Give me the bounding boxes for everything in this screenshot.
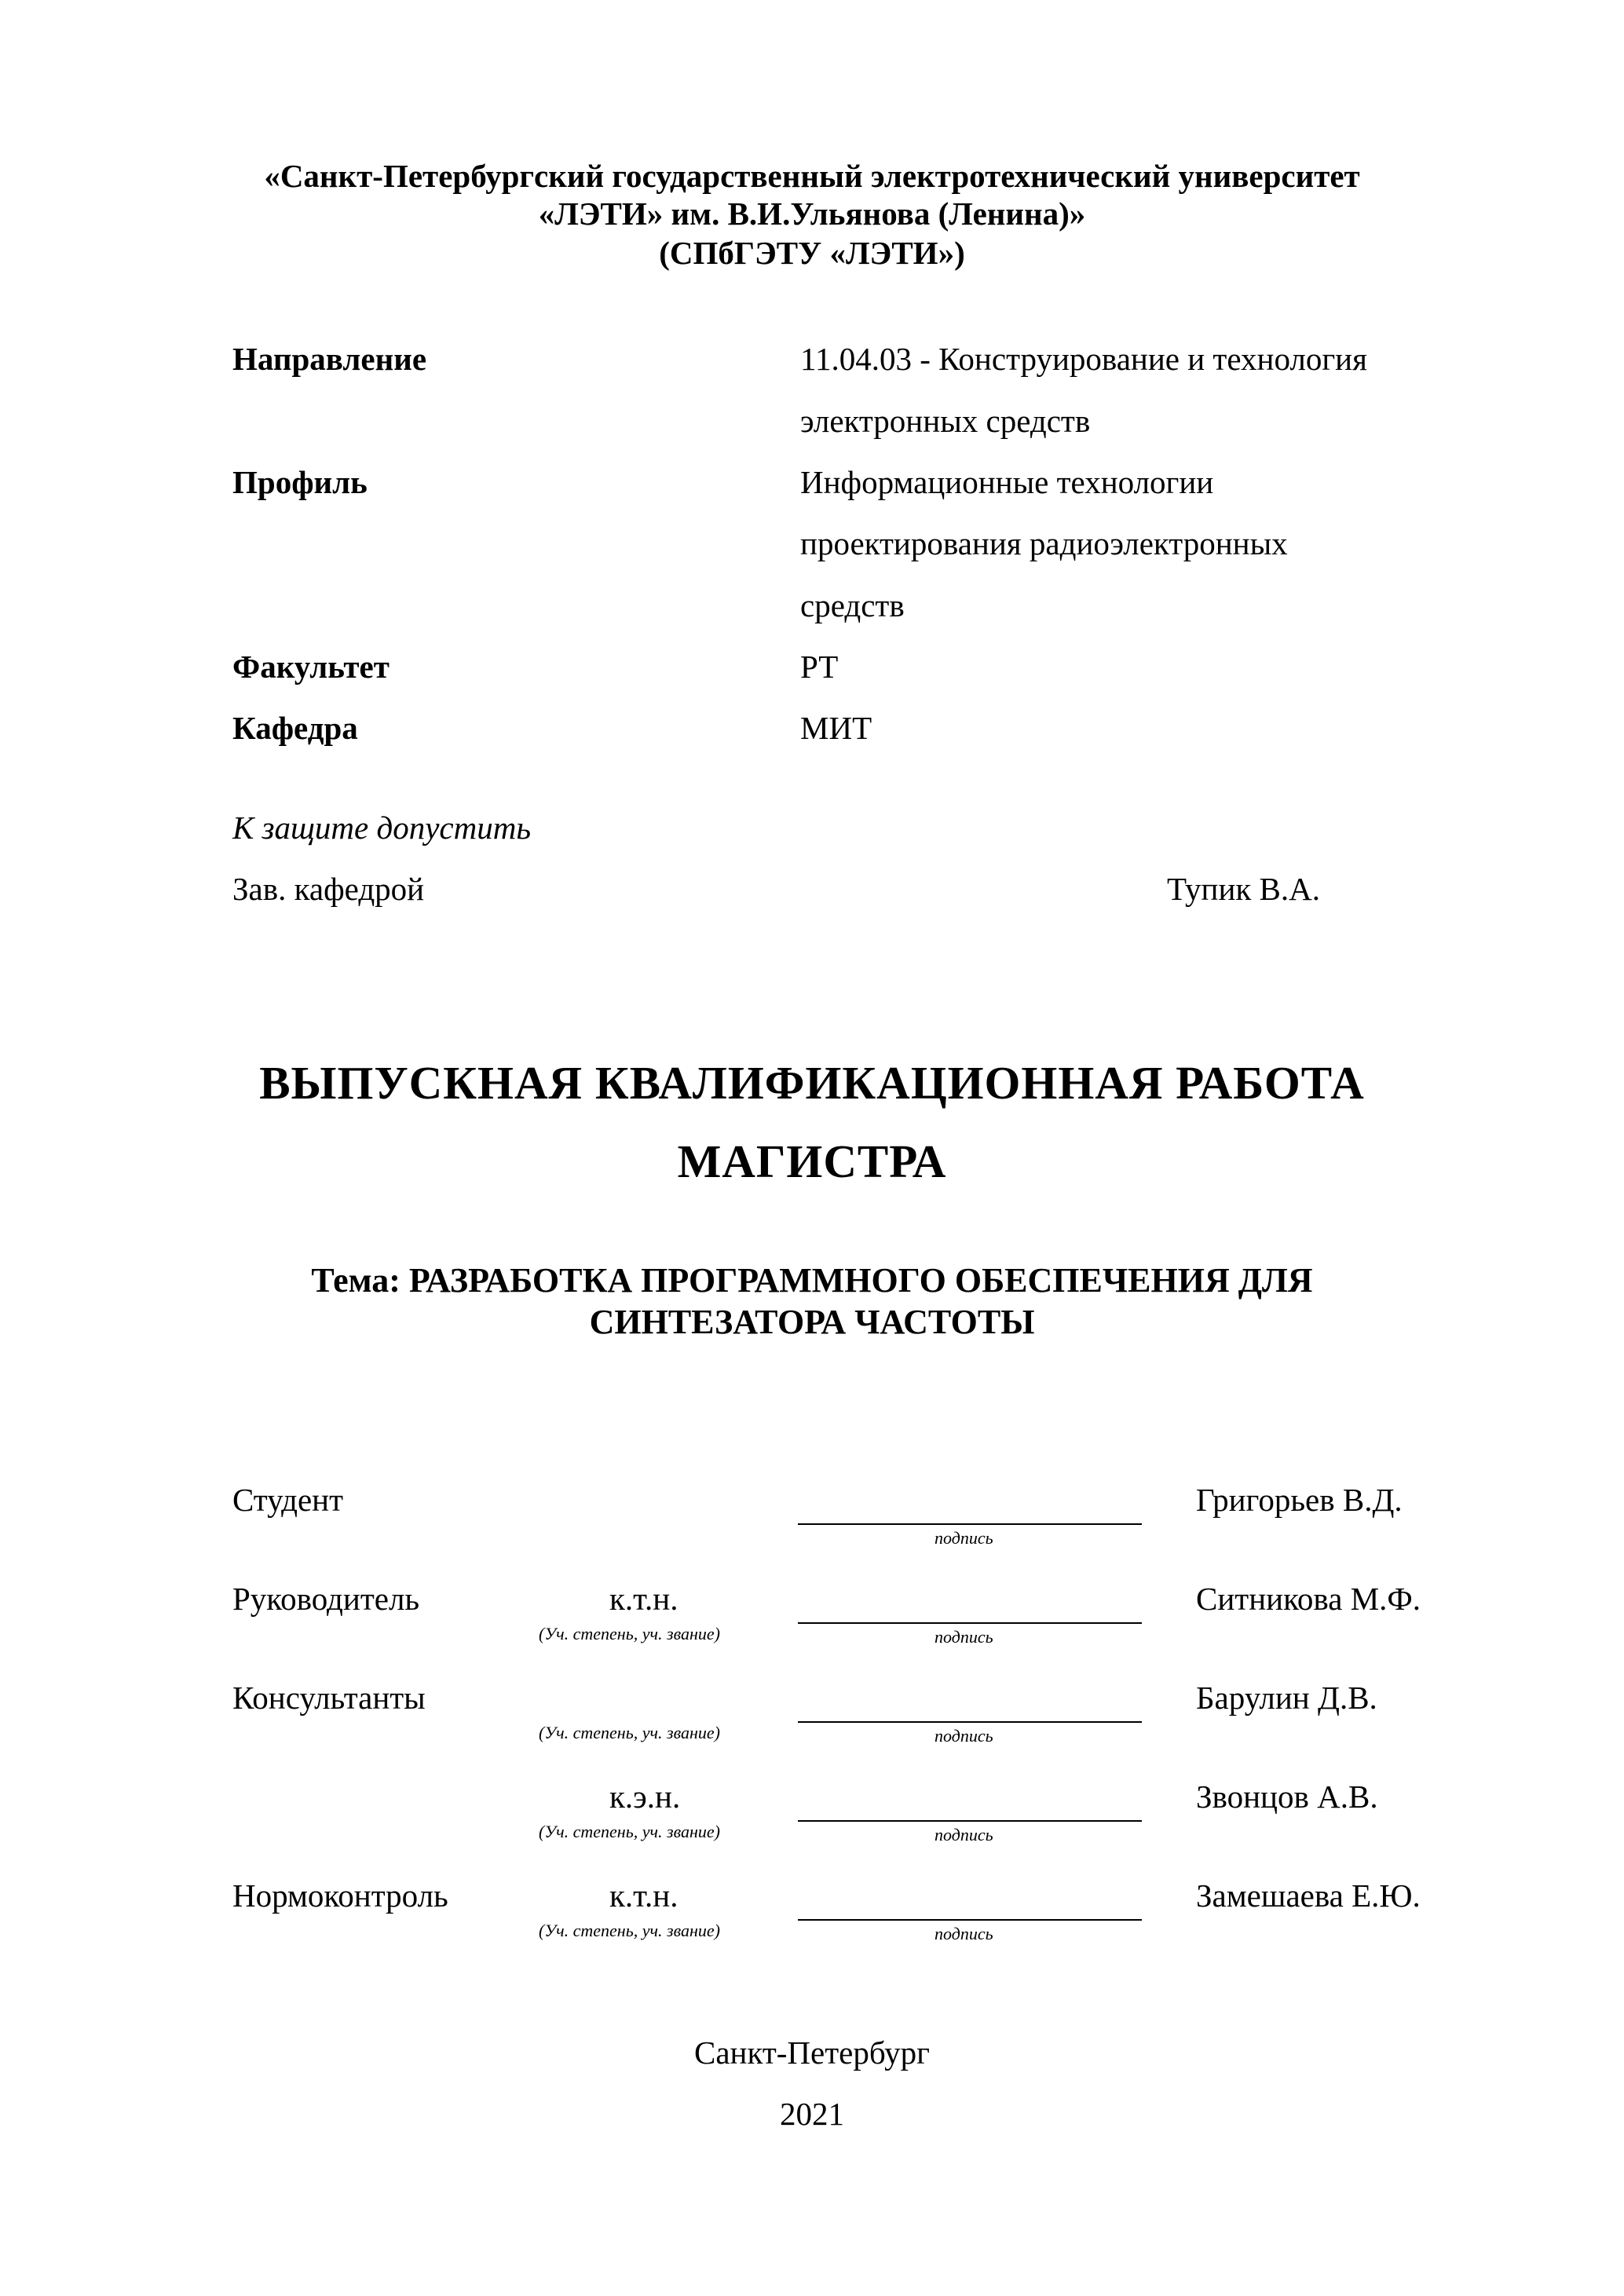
degree-caption: (Уч. степень, уч. звание) <box>539 1723 720 1742</box>
direction-value-2: электронных средств <box>800 403 1091 439</box>
work-title-line-1: ВЫПУСКНАЯ КВАЛИФИКАЦИОННАЯ РАБОТА <box>259 1057 1365 1109</box>
signature-role-student: Студент <box>232 1482 344 1518</box>
signature-name-supervisor: Ситникова М.Ф. <box>1196 1581 1421 1617</box>
department-value: МИТ <box>800 710 872 746</box>
faculty-label: Факультет <box>232 649 390 685</box>
signature-caption: подпись <box>935 1825 993 1844</box>
signature-role-consultants: Консультанты <box>232 1680 426 1716</box>
profile-label: Профиль <box>232 464 368 500</box>
signature-name-consultant-1: Барулин Д.В. <box>1196 1680 1377 1716</box>
signature-name-normcontrol: Замешаева Е.Ю. <box>1196 1877 1421 1914</box>
profile-value-1: Информационные технологии <box>800 464 1214 500</box>
signature-line <box>798 1721 1142 1723</box>
signature-line <box>798 1523 1142 1525</box>
faculty-value: РТ <box>800 649 839 685</box>
direction-value-1: 11.04.03 - Конструирование и технология <box>800 341 1367 377</box>
signature-rank-normcontrol: к.т.н. <box>609 1877 678 1914</box>
signature-name-consultant-2: Звонцов А.В. <box>1196 1779 1378 1815</box>
theme-line-1: Тема: РАЗРАБОТКА ПРОГРАММНОГО ОБЕСПЕЧЕНИЯ ДЛЯ <box>311 1261 1313 1300</box>
head-of-department-label: Зав. кафедрой <box>232 871 425 907</box>
signature-name-student: Григорьев В.Д. <box>1196 1482 1403 1518</box>
signature-caption: подпись <box>935 1726 993 1746</box>
signature-caption: подпись <box>935 1924 993 1943</box>
signature-line <box>798 1820 1142 1822</box>
degree-caption: (Уч. степень, уч. звание) <box>539 1921 720 1940</box>
degree-caption: (Уч. степень, уч. звание) <box>539 1822 720 1841</box>
signature-role-supervisor: Руководитель <box>232 1581 420 1617</box>
signature-rank-supervisor: к.т.н. <box>609 1581 678 1617</box>
theme-line-2: СИНТЕЗАТОРА ЧАСТОТЫ <box>589 1303 1035 1341</box>
profile-value-2: проектирования радиоэлектронных <box>800 525 1288 561</box>
profile-value-3: средств <box>800 587 905 623</box>
department-label: Кафедра <box>232 710 358 746</box>
university-line-1: «Санкт-Петербургский государственный электротехнический университет <box>264 158 1360 194</box>
signature-line <box>798 1919 1142 1921</box>
signature-caption: подпись <box>935 1528 993 1548</box>
signature-caption: подпись <box>935 1627 993 1647</box>
direction-label: Направление <box>232 341 427 377</box>
admission-note: К защите допустить <box>232 810 531 846</box>
signature-rank-consultant-2: к.э.н. <box>609 1779 681 1815</box>
university-line-2: «ЛЭТИ» им. В.И.Ульянова (Ленина)» <box>538 196 1086 232</box>
work-title-line-2: МАГИСТРА <box>677 1135 947 1187</box>
degree-caption: (Уч. степень, уч. звание) <box>539 1624 720 1643</box>
signature-role-normcontrol: Нормоконтроль <box>232 1877 448 1914</box>
footer-year: 2021 <box>780 2096 844 2132</box>
university-line-3: (СПбГЭТУ «ЛЭТИ») <box>659 235 965 271</box>
head-of-department-name: Тупик В.А. <box>1167 871 1321 907</box>
footer-city: Санкт-Петербург <box>694 2035 930 2071</box>
signature-line <box>798 1622 1142 1624</box>
